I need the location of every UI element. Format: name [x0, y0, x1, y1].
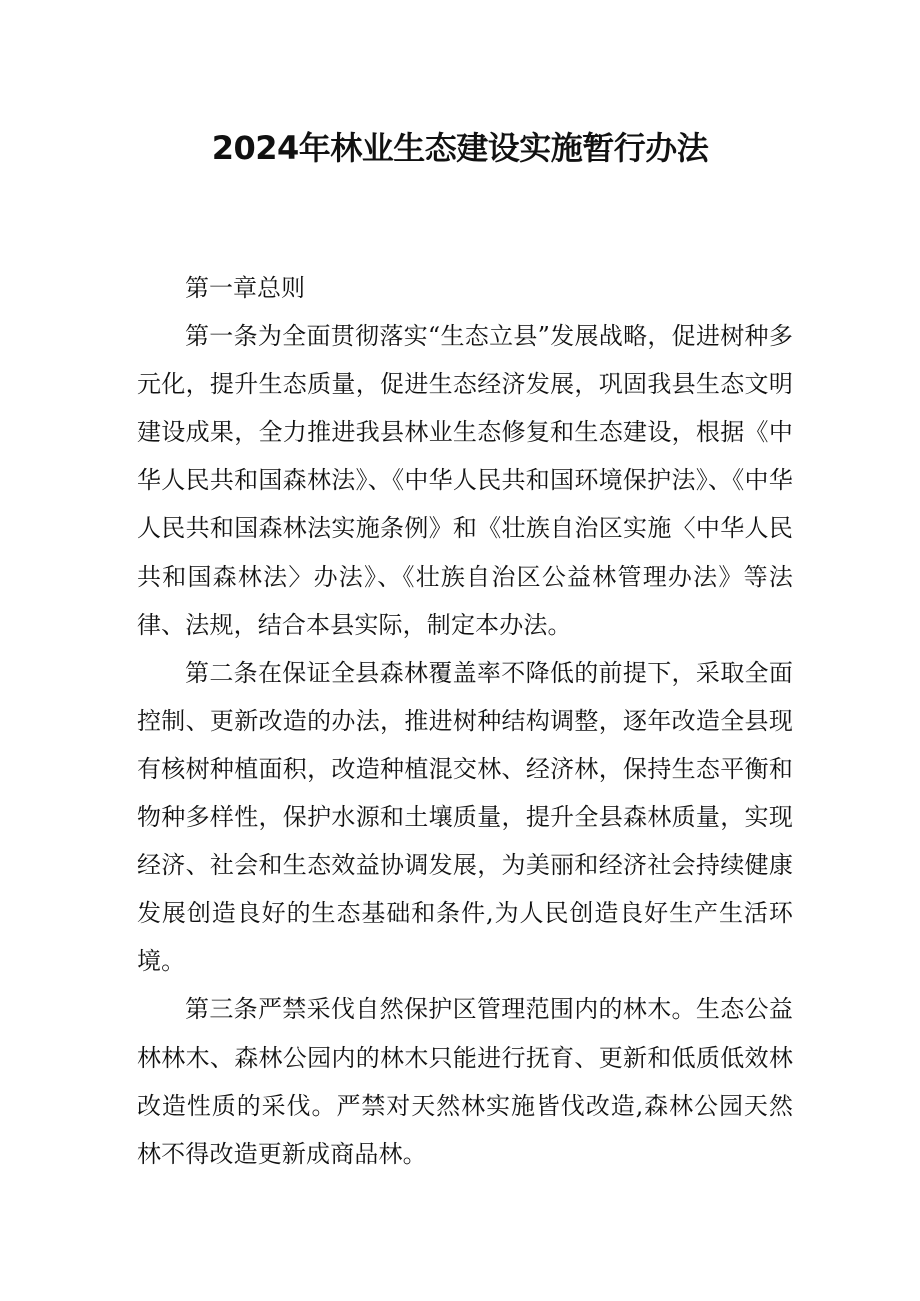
article-3-paragraph: 第三条严禁采伐自然保护区管理范围内的林木。生态公益林林木、森林公园内的林木只能进行抚育、更新和低质低效林改造性质的采伐。严禁对天然林实施皆伐改造,森林公园天然林不得改造更新成商品林。	[137, 995, 793, 1168]
document-title: 2024年林业生态建设实施暂行办法	[211, 129, 709, 167]
article-1-paragraph: 第一条为全面贯彻落实“生态立县”发展战略，促进树种多元化，提升生态质量，促进生态经济发展，巩固我县生态文明建设成果，全力推进我县林业生态修复和生态建设，根据《中华人民共和国森林法》、《中华人民共和国环境保护法》、《中华人民共和国森林法实施条例》和《壮族自治区实施〈中华人民共和国森林法〉办法》、《壮族自治区公益林管理办法》等法律、法规，结合本县实际，制定本办法。	[137, 322, 793, 639]
chapter-heading: 第一章总则	[185, 274, 305, 302]
article-2-paragraph: 第二条在保证全县森林覆盖率不降低的前提下，采取全面控制、更新改造的办法，推进树种结构调整，逐年改造全县现有核树种植面积，改造种植混交林、经济林，保持生态平衡和物种多样性，保护水源和土壤质量，提升全县森林质量，实现经济、社会和生态效益协调发展，为美丽和经济社会持续健康发展创造良好的生态基础和条件,为人民创造良好生产生活环境。	[137, 658, 793, 976]
document-body	[137, 264, 793, 1178]
